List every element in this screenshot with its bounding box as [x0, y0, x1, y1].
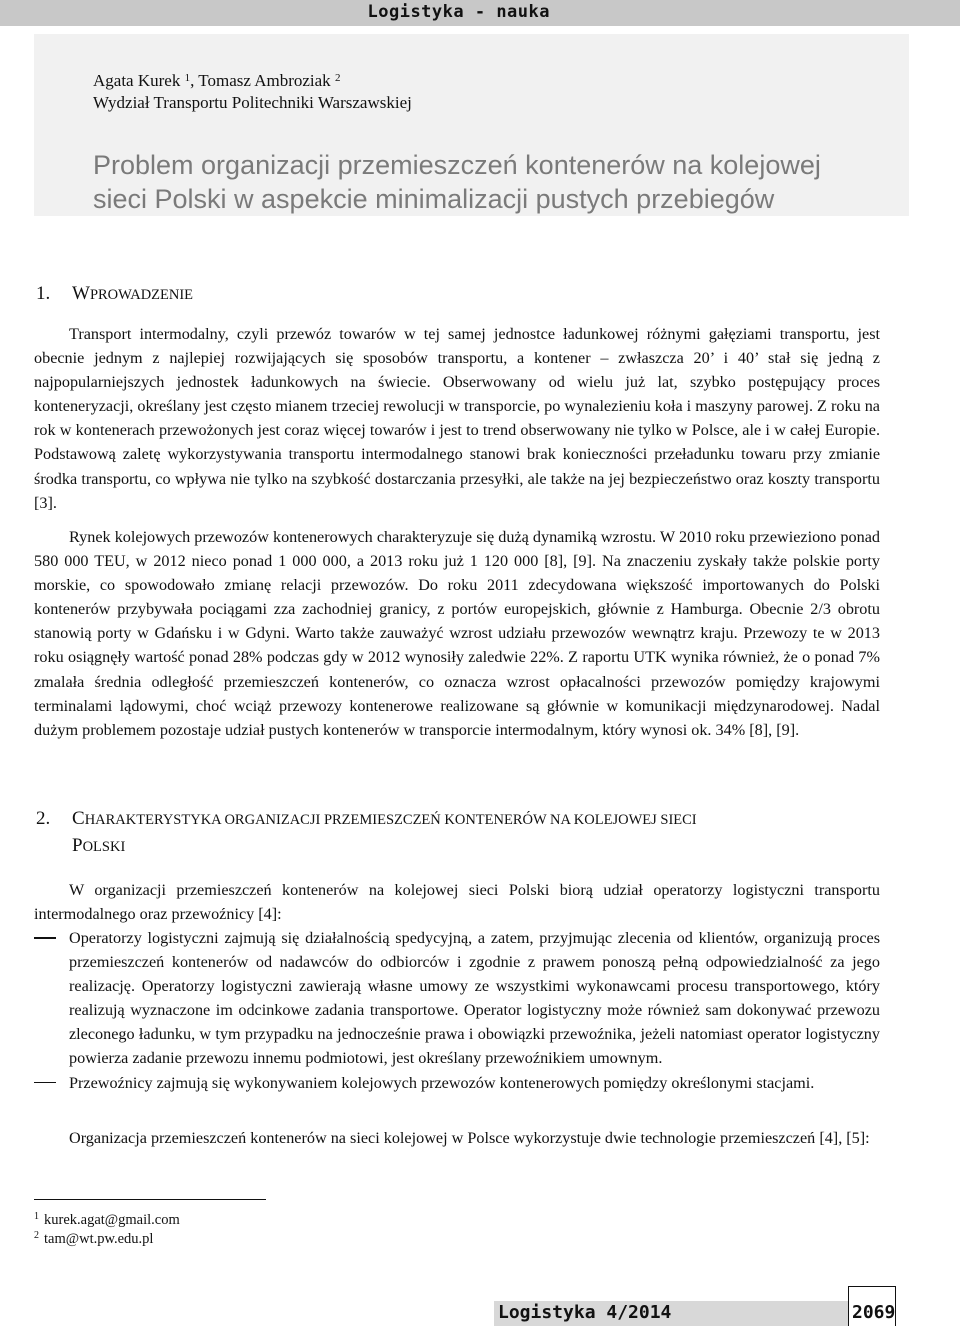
section-1-paragraph-2: Rynek kolejowych przewozów kontenerowych charakteryzuje się dużą dynamiką wzrostu. W 2010 roku przewieziono ponad 580 000 TEU, w 2012 nieco ponad 1 000 000, a 2013 roku już 1 120 000 [8], [9]. Na znaczeniu zyskały także polskie porty morskie, co spowodowało zmianę relacji przewozów. Do roku 2011 zdecydowana większość importowanych do Polski kontenerów przybywała pociągami zza zachodniej granicy, z portów europejskich, głównie z Hamburga. Obecnie 2/3 obrotu stanowią porty w Gdańsku i w Gdyni. Warto także zauważyć wzrost udziału przewozów wewnątrz kraju. Przewozy te w 2013 roku osiągnęły wartość ponad 28% podczas gdy w 2012 wynosiły zaledwie 22%. Z raportu UTK wynika również, że o ponad 7% zmalała średnia odległość przemieszczeń kontenerów, co oznacza wzrost opłacalności przewozów pomiędzy krajowymi terminalami lądowymi, choć wciąż przewozy kontenerowe realizowane są głównie w komunikacji międzynarodowej. Nadal dużym problemem pozostaje udział pustych kontenerów w transporcie intermodalnym, który wynosi ok. 34% [8], [9].	[34, 528, 880, 739]
running-header-title: Logistyka - nauka	[367, 2, 550, 22]
footnote-2: $^2$ tam@wt.pw.edu.pl	[34, 1230, 154, 1247]
section-2-number: 2.	[36, 808, 51, 829]
list-item: Operatorzy logistyczni zajmują się działalnością spedycyjną, a zatem, przyjmując zlecenia od klientów, organizują proces przemieszczeń kontenerów od nadawców do odbiorców i zgodnie z prawem ponoszą pełną odpowiedzialność za jego realizację. Operatorzy logistyczni zawierają własne umowy ze wszystkimi wykonawcami procesu transportowego, który realizują wyznaczone im odcinkowe zadania transportowe. Operator logistyczny może również sam dokonywać przewozu zleconego ładunku, w tym przypadku na jednocześnie prawa i obowiązki przewoźnika, jeżeli natomiast operator logistyczny powierza zadanie przewozu innemu podmiotowi, jest określany przewoźnikiem umownym.	[34, 926, 880, 1071]
section-1-paragraph-1: Transport intermodalny, czyli przewóz towarów w tej samej jednostce ładunkowej różnymi gałęziami transportu, jest obecnie jednym z najlepiej rozwijających się sposobów transportu, a kontener – zwłaszcza 20’ i 40’ stał się jedną z najpopularniejszych jednostek ładunkowych na świecie. Obserwowany od wielu już lat, szybko postępujący proces konteneryzacji, określany jest często mianem trzeciej rewolucji w transporcie, po wynalezieniu koła i maszyny parowej. Z roku na rok w kontenerach przewożonych jest coraz więcej towarów i jest to trend obserwowany nie tylko w Polsce, ale i w całej Europie. Podstawową zaletę wykorzystywania transportu intermodalnego stanowi brak konieczności przeładunku towaru przy zmianie środka transportu, co wpływa nie tylko na szybkość dostarczania przesyłki, ale także na jej bezpieczeństwo oraz koszty transportu [3].	[34, 325, 880, 512]
section-2-heading: 2. CHARAKTERYSTYKA ORGANIZACJI PRZEMIESZCZEŃ KONTENERÓW NA KOLEJOWEJ SIECI POLSKI	[36, 808, 697, 856]
list-item: Przewoźnicy zajmują się wykonywaniem kolejowych przewozów kontenerowych pomiędzy określonymi stacjami.	[34, 1071, 880, 1095]
footnote-ref-2: 2	[334, 72, 341, 84]
footnote-1: $^1$ kurek.agat@gmail.com	[34, 1211, 180, 1228]
author-affiliation: Wydział Transportu Politechniki Warszawskiej	[93, 93, 412, 112]
footnote-ref-1: 1	[184, 72, 191, 84]
footnote-separator	[34, 1199, 266, 1200]
page-number: 2069	[852, 1302, 896, 1323]
footer-journal-issue: Logistyka 4/2014	[498, 1302, 672, 1323]
author-block	[93, 70, 412, 114]
paper-title-line-2: sieci Polski w aspekcie minimalizacji pustych przebiegów	[93, 184, 775, 214]
dash-bullet	[34, 937, 56, 939]
section-2-paragraph-1: W organizacji przemieszczeń kontenerów na kolejowej sieci Polski biorą udział operatorzy logistyczni transportu intermodalnego oraz przewoźnicy [4]:	[34, 881, 880, 924]
section-2-paragraph-2: Organizacja przemieszczeń kontenerów na sieci kolejowej w Polsce wykorzystuje dwie technologie przemieszczeń [4], [5]:	[69, 1129, 870, 1147]
author-names: Agata Kurek $^1$, Tomasz Ambroziak $^2$	[93, 71, 341, 90]
section-1-number: 1.	[36, 283, 51, 304]
paper-title-line-1: Problem organizacji przemieszczeń kontenerów na kolejowej	[93, 150, 821, 180]
paper-title	[93, 148, 913, 216]
dash-bullet	[34, 1082, 56, 1084]
section-1-heading: 1. WPROWADZENIE	[36, 281, 193, 308]
operator-list	[34, 926, 880, 1095]
